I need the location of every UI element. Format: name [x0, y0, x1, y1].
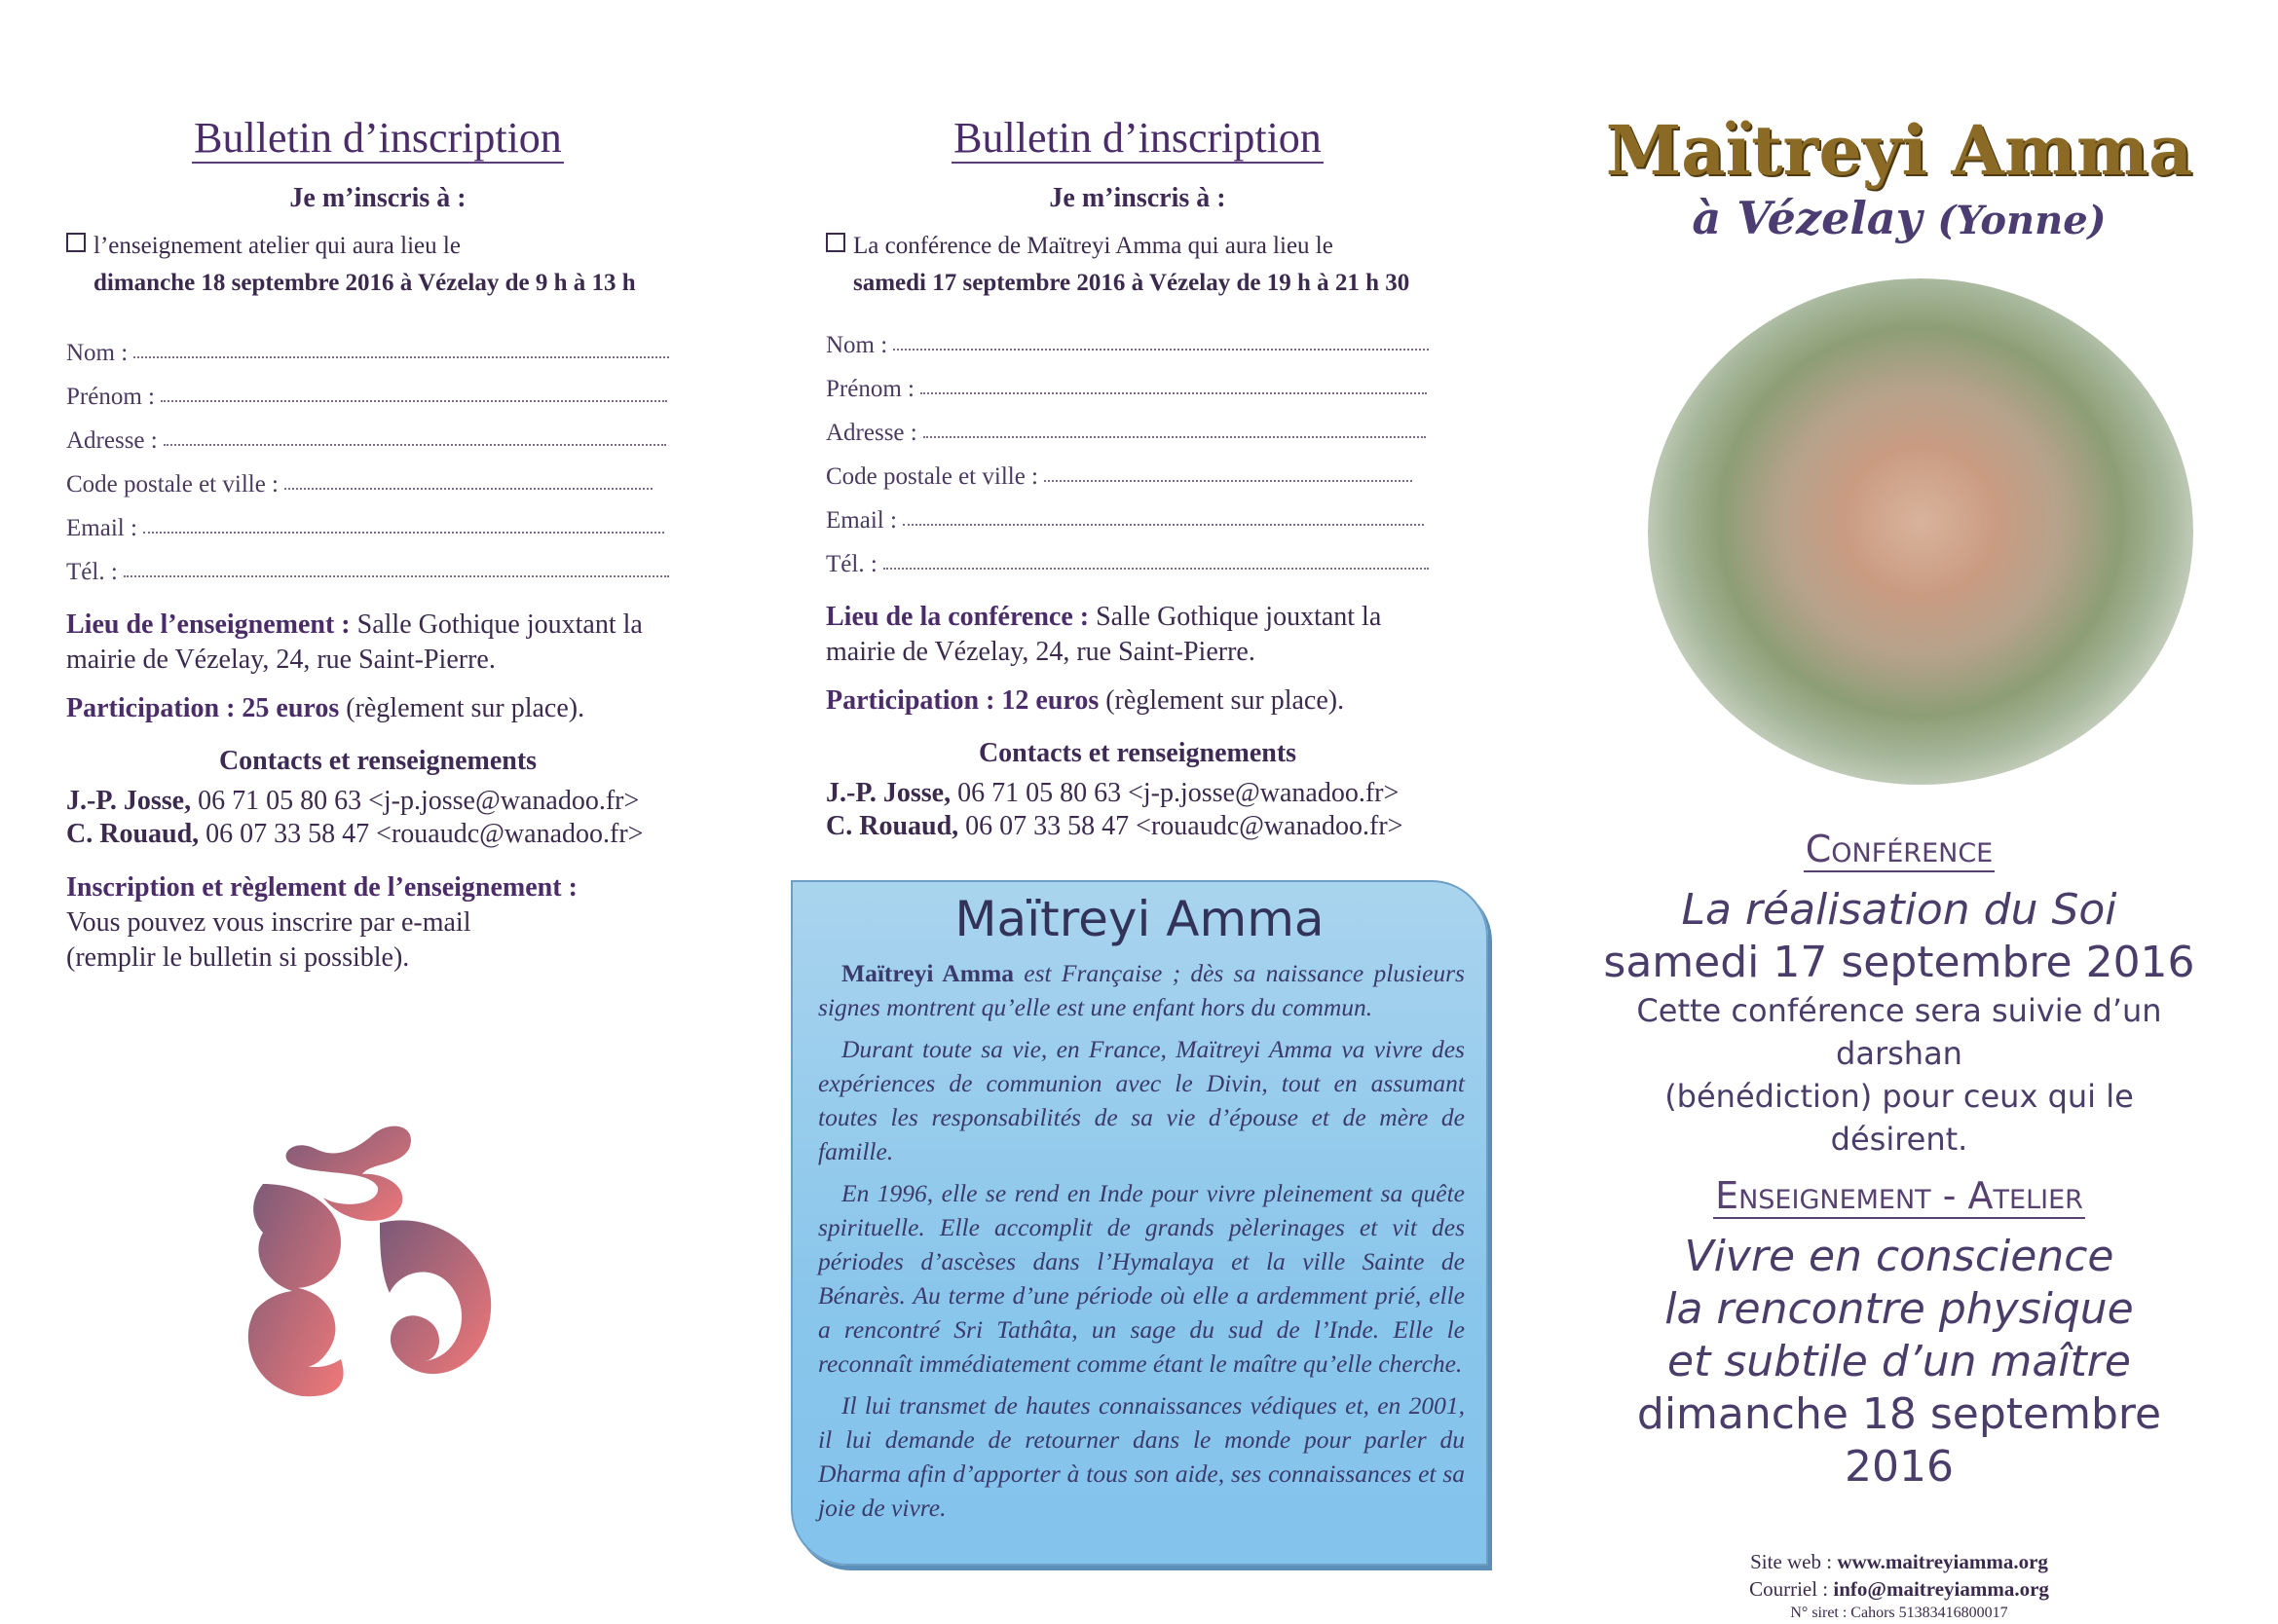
- left-choice-date: dimanche 18 septembre 2016 à Vézelay de 9 h à 13 h: [93, 270, 636, 296]
- field-email[interactable]: Email :: [826, 491, 1449, 535]
- left-participation: Participation : 25 euros (règlement sur place).: [66, 693, 585, 723]
- left-inscription: Inscription et règlement de l’enseignement : Vous pouvez vous inscrire par e-mail (remplir le bulletin si possible).: [66, 872, 578, 973]
- middle-contacts: J.-P. Josse, 06 71 05 80 63 <j-p.josse@wanadoo.fr> C. Rouaud, 06 07 33 58 47 <rouaudc@wanadoo.fr>: [826, 778, 1403, 841]
- om-symbol-icon: [234, 1116, 506, 1398]
- left-choice[interactable]: l’enseignement atelier qui aura lieu le dimanche 18 septembre 2016 à Vézelay de 9 h à 13 h: [66, 228, 690, 302]
- cover-events: [1597, 828, 2201, 1624]
- middle-participation: Participation : 12 euros (règlement sur place).: [826, 685, 1345, 716]
- cover-panel: [1597, 0, 2201, 248]
- bio-text: [793, 948, 1486, 1525]
- middle-choice[interactable]: La conférence de Maïtreyi Amma qui aura lieu le samedi 17 septembre 2016 à Vézelay de 19 h à 21 h 30: [826, 228, 1449, 302]
- field-nom[interactable]: Nom :: [826, 315, 1449, 359]
- portrait-photo: [1648, 278, 2193, 785]
- atelier-details: Vivre en conscience la rencontre physique et subtile d’un maître dimanche 18 septembre 2016: [1636, 1232, 2162, 1492]
- bio-paragraph: Durant toute sa vie, en France, Maïtreyi Amma va vivre des expériences de communion avec le Divin, tout en assumant toutes les responsabilités de sa vie d’épouse et de mère de famille.: [818, 1035, 1465, 1165]
- email-link[interactable]: info@maitreyiamma.org: [1833, 1577, 2049, 1601]
- checkbox-icon[interactable]: [66, 233, 86, 252]
- cover-place: à Vézelay (Yonne): [1692, 192, 2107, 244]
- field-code-postal[interactable]: Code postale et ville :: [66, 455, 690, 498]
- middle-subhead: Je m’inscris à :: [1049, 183, 1226, 213]
- cover-name: Maïtreyi Amma: [1605, 110, 2193, 191]
- field-tel[interactable]: Tél. :: [826, 535, 1449, 578]
- middle-registration-panel: [826, 0, 1449, 843]
- left-lieu: Lieu de l’enseignement : Salle Gothique jouxtant la mairie de Vézelay, 24, rue Saint-Pierre.: [66, 609, 643, 675]
- middle-lieu: Lieu de la conférence : Salle Gothique jouxtant la mairie de Vézelay, 24, rue Saint-Pierre.: [826, 602, 1382, 667]
- middle-title: Bulletin d’inscription: [953, 114, 1322, 162]
- field-prenom[interactable]: Prénom :: [66, 367, 690, 411]
- field-email[interactable]: Email :: [66, 498, 690, 542]
- field-nom[interactable]: Nom :: [66, 323, 690, 367]
- checkbox-icon[interactable]: [826, 233, 845, 252]
- bio-paragraph: En 1996, elle se rend en Inde pour vivre pleinement sa quête spirituelle. Elle accomplit de grands pèlerinages et vit des périodes d’ascèses dans l’Hymalaya et la ville Sainte de Bénarès. Au terme d’une période où elle a ardemment prié, elle a rencontré Sri Tathâta, un sage du sud de l’Inde. Elle le reconnaît immédiatement comme étant le maître qu’elle cherche.: [818, 1179, 1465, 1378]
- left-title: Bulletin d’inscription: [194, 114, 562, 162]
- middle-form: [826, 315, 1449, 578]
- left-subhead: Je m’inscris à :: [289, 183, 467, 213]
- bio-paragraph: Il lui transmet de hautes connaissances védiques et, en 2001, il lui demande de retourner dans le monde pour parler du Dharma afin d’apporter à tous son aide, ses connaissances et sa joie de vivre.: [818, 1391, 1465, 1522]
- bio-title: Maïtreyi Amma: [954, 891, 1325, 947]
- left-form: [66, 323, 690, 586]
- left-contacts-title: Contacts et renseignements: [218, 746, 538, 776]
- left-registration-panel: [66, 0, 690, 976]
- field-code-postal[interactable]: Code postale et ville :: [826, 447, 1449, 491]
- atelier-heading: Enseignement - Atelier: [1715, 1174, 2083, 1217]
- field-adresse[interactable]: Adresse :: [66, 411, 690, 455]
- cover-footer: Site web : www.maitreyiamma.org Courriel : info@maitreyiamma.org N° siret : Cahors 51383416800017: [1749, 1550, 2049, 1621]
- field-tel[interactable]: Tél. :: [66, 542, 690, 586]
- middle-contacts-title: Contacts et renseignements: [978, 738, 1297, 768]
- biography-box: [791, 880, 1488, 1566]
- conference-details: La réalisation du Soi samedi 17 septembre 2016 Cette conférence sera suivie d’un darshan (bénédiction) pour ceux qui le désirent.: [1603, 885, 2195, 1158]
- middle-choice-date: samedi 17 septembre 2016 à Vézelay de 19 h à 21 h 30: [853, 270, 1410, 296]
- field-adresse[interactable]: Adresse :: [826, 403, 1449, 447]
- bio-paragraph: Maïtreyi Amma est Française ; dès sa naissance plusieurs signes montrent qu’elle est une enfant hors du commun.: [818, 959, 1465, 1021]
- left-contacts: J.-P. Josse, 06 71 05 80 63 <j-p.josse@wanadoo.fr> C. Rouaud, 06 07 33 58 47 <rouaudc@wanadoo.fr>: [66, 786, 644, 849]
- site-link[interactable]: www.maitreyiamma.org: [1837, 1550, 2048, 1573]
- conference-heading: Conférence: [1805, 828, 1994, 870]
- field-prenom[interactable]: Prénom :: [826, 359, 1449, 403]
